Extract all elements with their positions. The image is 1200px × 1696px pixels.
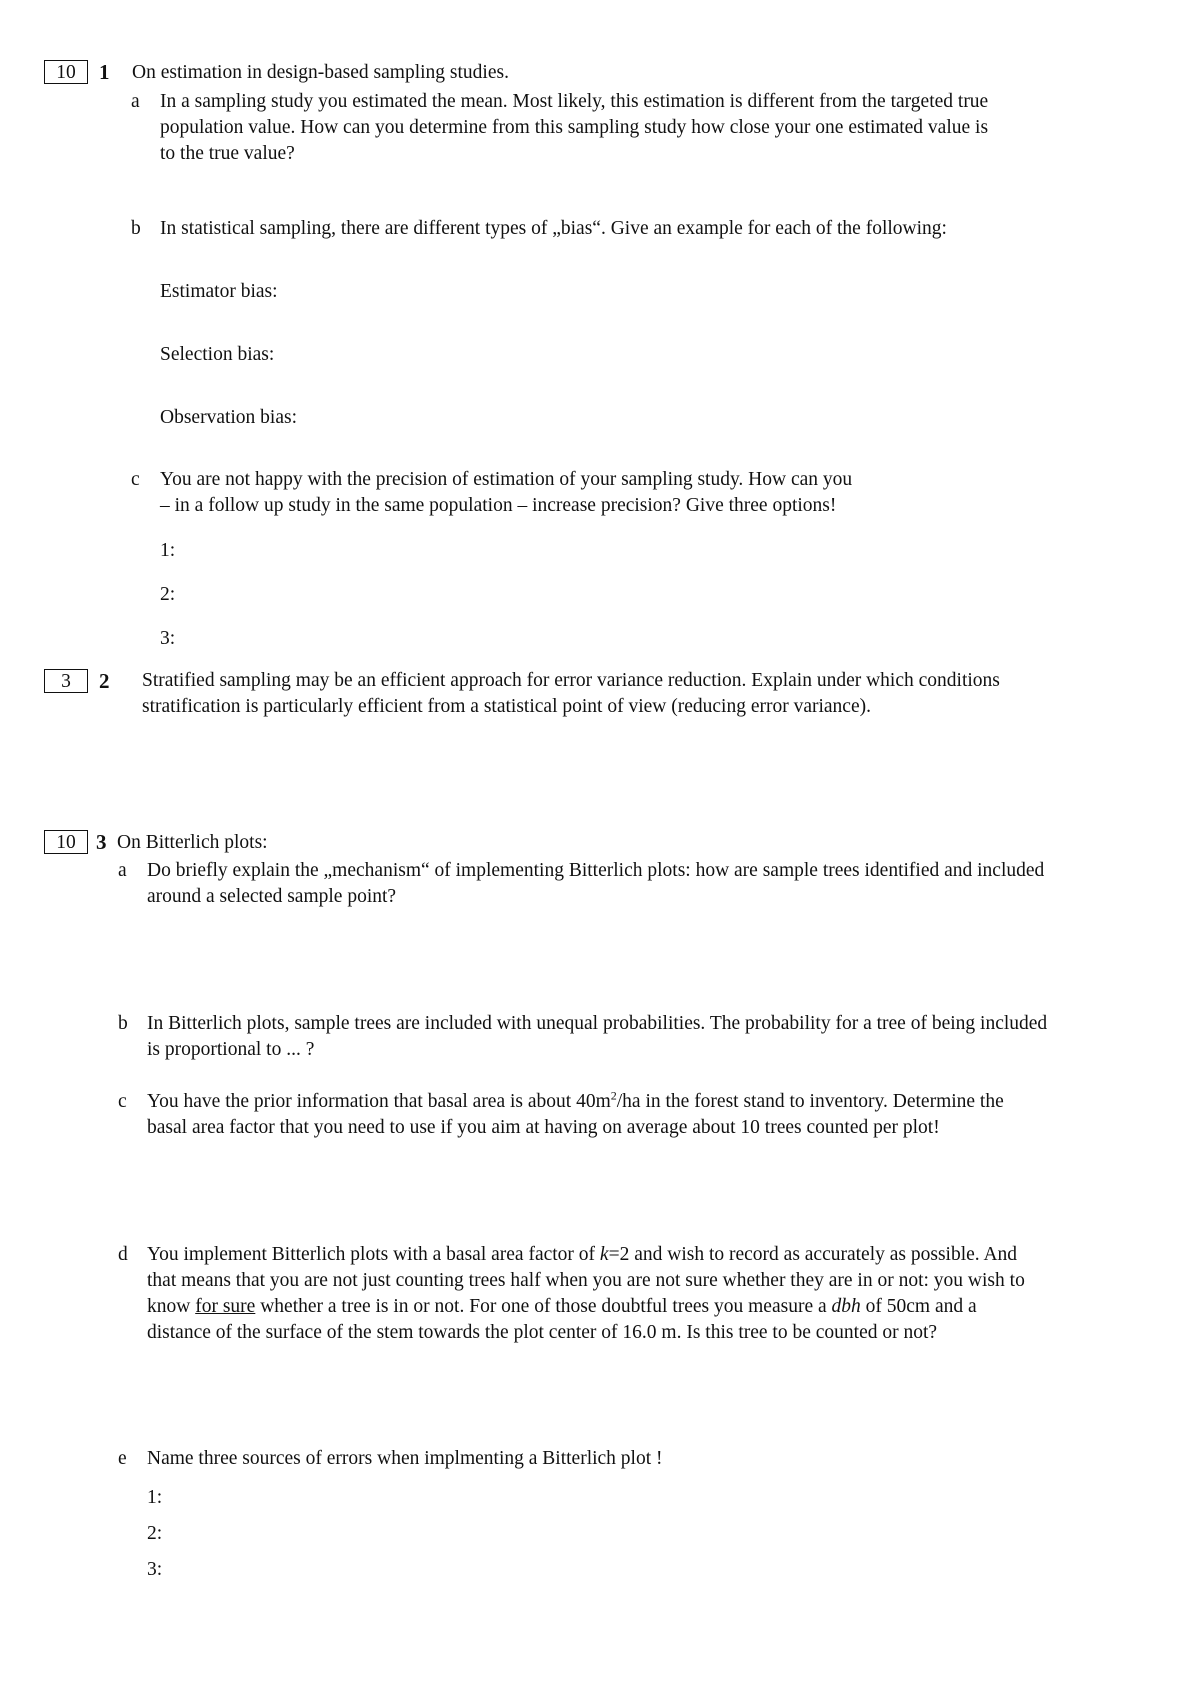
- q1c-option-3: 3:: [160, 628, 176, 649]
- q3-part-d-text: [147, 1242, 1025, 1346]
- question-number-2: 2: [99, 669, 110, 693]
- q3e-option-2: 2:: [147, 1523, 163, 1544]
- q3-part-b-label: b: [118, 1013, 128, 1034]
- q3-part-e-text: Name three sources of errors when implmenting a Bitterlich plot !: [147, 1448, 663, 1469]
- q1c-option-1: 1:: [160, 540, 176, 561]
- estimator-bias-label: Estimator bias:: [160, 281, 278, 302]
- q3-part-c-text: [147, 1089, 1004, 1141]
- question-number-1: 1: [99, 60, 110, 84]
- q1a-line-1: In a sampling study you estimated the mean. Most likely, this estimation is different from the targeted true: [160, 91, 989, 112]
- k-variable: k: [599, 1244, 609, 1265]
- q3-part-a-label: a: [118, 860, 127, 881]
- q3d-line-4: distance of the surface of the stem towards the plot center of 16.0 m. Is this tree to be counted or not?: [147, 1322, 938, 1343]
- q3-part-c-label: c: [118, 1091, 127, 1112]
- q3b-line-1: In Bitterlich plots, sample trees are included with unequal probabilities. The probability for a tree of being included: [147, 1013, 1048, 1034]
- q3e-option-1: 1:: [147, 1487, 163, 1508]
- observation-bias-label: Observation bias:: [160, 407, 298, 428]
- q3-part-b-text: [147, 1011, 1047, 1063]
- dbh-variable: dbh: [831, 1296, 861, 1317]
- points-box-q3: 10: [44, 830, 88, 854]
- q1a-line-2: population value. How can you determine from this sampling study how close your one estimated value is: [160, 117, 989, 138]
- points-box-q2: 3: [44, 669, 88, 693]
- q1c-line-2: – in a follow up study in the same population – increase precision? Give three options!: [160, 495, 837, 516]
- q2-line-2: stratification is particularly efficient from a statistical point of view (reducing error variance).: [142, 696, 871, 717]
- q1-part-c-label: c: [131, 469, 140, 490]
- question-number-3: 3: [96, 830, 107, 854]
- question-2-text: [142, 668, 1000, 720]
- points-box-q1: 10: [44, 60, 88, 84]
- question-3-title: On Bitterlich plots:: [117, 832, 268, 853]
- q2-line-1: Stratified sampling may be an efficient approach for error variance reduction. Explain under which conditions: [142, 670, 1000, 691]
- q3d-line-2: that means that you are not just counting trees half when you are not sure whether they are in or not: you wish to: [147, 1270, 1025, 1291]
- selection-bias-label: Selection bias:: [160, 344, 275, 365]
- q3-part-a-text: [147, 858, 1044, 910]
- question-1-title: On estimation in design-based sampling studies.: [132, 62, 509, 83]
- q3d-line-1: You implement Bitterlich plots with a basal area factor of k=2 and wish to record as accurately as possible. And: [147, 1244, 1018, 1265]
- q1c-option-2: 2:: [160, 584, 176, 605]
- q3b-line-2: is proportional to ... ?: [147, 1039, 315, 1060]
- q3a-line-1: Do briefly explain the „mechanism“ of implementing Bitterlich plots: how are sample trees identified and included: [147, 860, 1045, 881]
- q1-part-b-label: b: [131, 218, 141, 239]
- for-sure-underlined: for sure: [195, 1296, 256, 1317]
- q1c-line-1: You are not happy with the precision of estimation of your sampling study. How can you: [160, 469, 853, 490]
- superscript-2: 2: [610, 1088, 617, 1103]
- q3c-line-1: You have the prior information that basal area is about $40m^2/ha$ in the forest stand to inventory. Determine the: [147, 1088, 1004, 1112]
- q1-part-a-label: a: [131, 91, 140, 112]
- q1-part-a-text: [160, 89, 988, 167]
- q3a-line-2: around a selected sample point?: [147, 886, 397, 907]
- q3d-line-3: know for sure whether a tree is in or not. For one of those doubtful trees you measure a dbh of 50cm and a: [147, 1296, 977, 1317]
- q1a-line-3: to the true value?: [160, 143, 295, 164]
- q1-part-b-text: In statistical sampling, there are different types of „bias“. Give an example for each of the following:: [160, 218, 947, 239]
- q3-part-d-label: d: [118, 1244, 128, 1265]
- q3e-option-3: 3:: [147, 1559, 163, 1580]
- q3c-line-2: basal area factor that you need to use if you aim at having on average about 10 trees counted per plot!: [147, 1117, 940, 1138]
- q1-part-c-text: [160, 467, 852, 519]
- q3-part-e-label: e: [118, 1448, 127, 1469]
